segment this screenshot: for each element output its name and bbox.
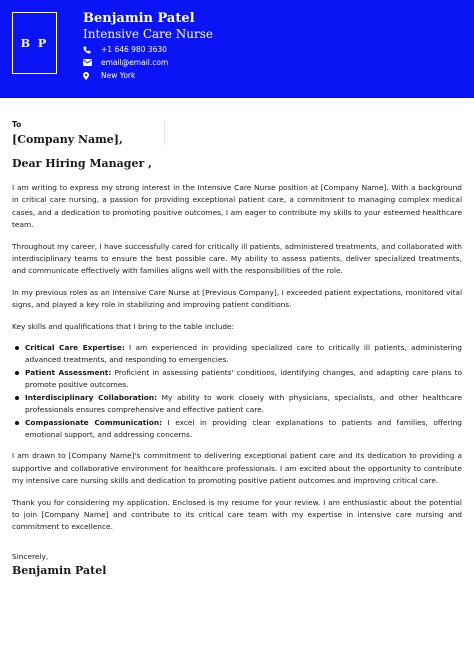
to-label: To xyxy=(12,120,22,129)
skills-list xyxy=(12,342,462,441)
location-text: New York xyxy=(101,71,136,80)
contact-location xyxy=(83,71,135,80)
map-pin-icon xyxy=(83,72,93,80)
paragraph-previous-roles: In my previous roles as an Intensive Care Nurse at [Previous Company], I exceeded patient expectations, monitored vital signs, and played a key role in stabilizing and improving patient conditions. xyxy=(12,287,462,310)
paragraph-thanks: Thank you for considering my application. Enclosed is my resume for your review. I am enthusiastic about the potential to join [Company Name] and contribute to its critical care team with my expertise in intensive care nursing and commitment to excellence. xyxy=(12,497,462,532)
closing: Sincerely, xyxy=(12,551,49,561)
skill-item: Interdisciplinary Collaboration: My ability to work closely with physicians, specialists, and other healthcare professionals ensures comprehensive and effective patient care. xyxy=(12,392,462,417)
phone-icon xyxy=(83,46,93,54)
skills-intro: Key skills and qualifications that I bring to the table include: xyxy=(12,321,235,331)
bullet-icon xyxy=(15,396,19,400)
company-name: [Company Name], xyxy=(12,133,123,146)
bullet-icon xyxy=(15,421,19,425)
job-title: Intensive Care Nurse xyxy=(83,27,214,41)
letter-body xyxy=(12,120,462,577)
contact-email xyxy=(83,58,168,67)
salutation: Dear Hiring Manager , xyxy=(12,157,152,170)
header-banner xyxy=(0,0,474,98)
initials-monogram: B P xyxy=(12,12,57,74)
phone-text: +1 646 980 3630 xyxy=(101,45,167,54)
skill-item: Compassionate Communication: I excel in providing clear explanations to patients and families, offering emotional support, and addressing concerns. xyxy=(12,417,462,442)
contact-phone xyxy=(83,45,167,54)
skill-item: Critical Care Expertise: I am experienced in providing specialized care to critically ill patients, administering advanced treatments, and responding to emergencies. xyxy=(12,342,462,367)
email-link[interactable]: email@email.com xyxy=(101,58,169,67)
skill-item: Patient Assessment: Proficient in assessing patients' conditions, identifying changes, and adapting care plans to promote positive outcomes. xyxy=(12,367,462,392)
envelope-icon xyxy=(83,59,93,66)
paragraph-career: Throughout my career, I have successfully cared for critically ill patients, administered treatments, and collaborated with interdisciplinary teams to ensure the best possible care. My ability to assess patients, deliver specialized treatments, and communicate effectively with families aligns well with the responsibilities of the role. xyxy=(12,241,462,276)
bullet-icon xyxy=(15,371,19,375)
applicant-name: Benjamin Patel xyxy=(83,11,195,26)
signature-name: Benjamin Patel xyxy=(12,563,107,577)
paragraph-motivation: I am drawn to [Company Name]'s commitment to delivering exceptional patient care and its dedication to providing a supportive and collaborative environment for healthcare professionals. I am excited about the opportunity to contribute my intensive care nursing skills and dedication to promoting positive patient outcomes and improving critical care. xyxy=(12,451,462,486)
bullet-icon xyxy=(15,346,19,350)
paragraph-intro: I am writing to express my strong interest in the Intensive Care Nurse position at [Company Name]. With a background in critical care nursing, a passion for providing exceptional patient care, a commitment to managing complex medical cases, and a dedication to promoting positive outcomes, I am eager to contribute my skills to your esteemed healthcare team. xyxy=(12,183,462,230)
